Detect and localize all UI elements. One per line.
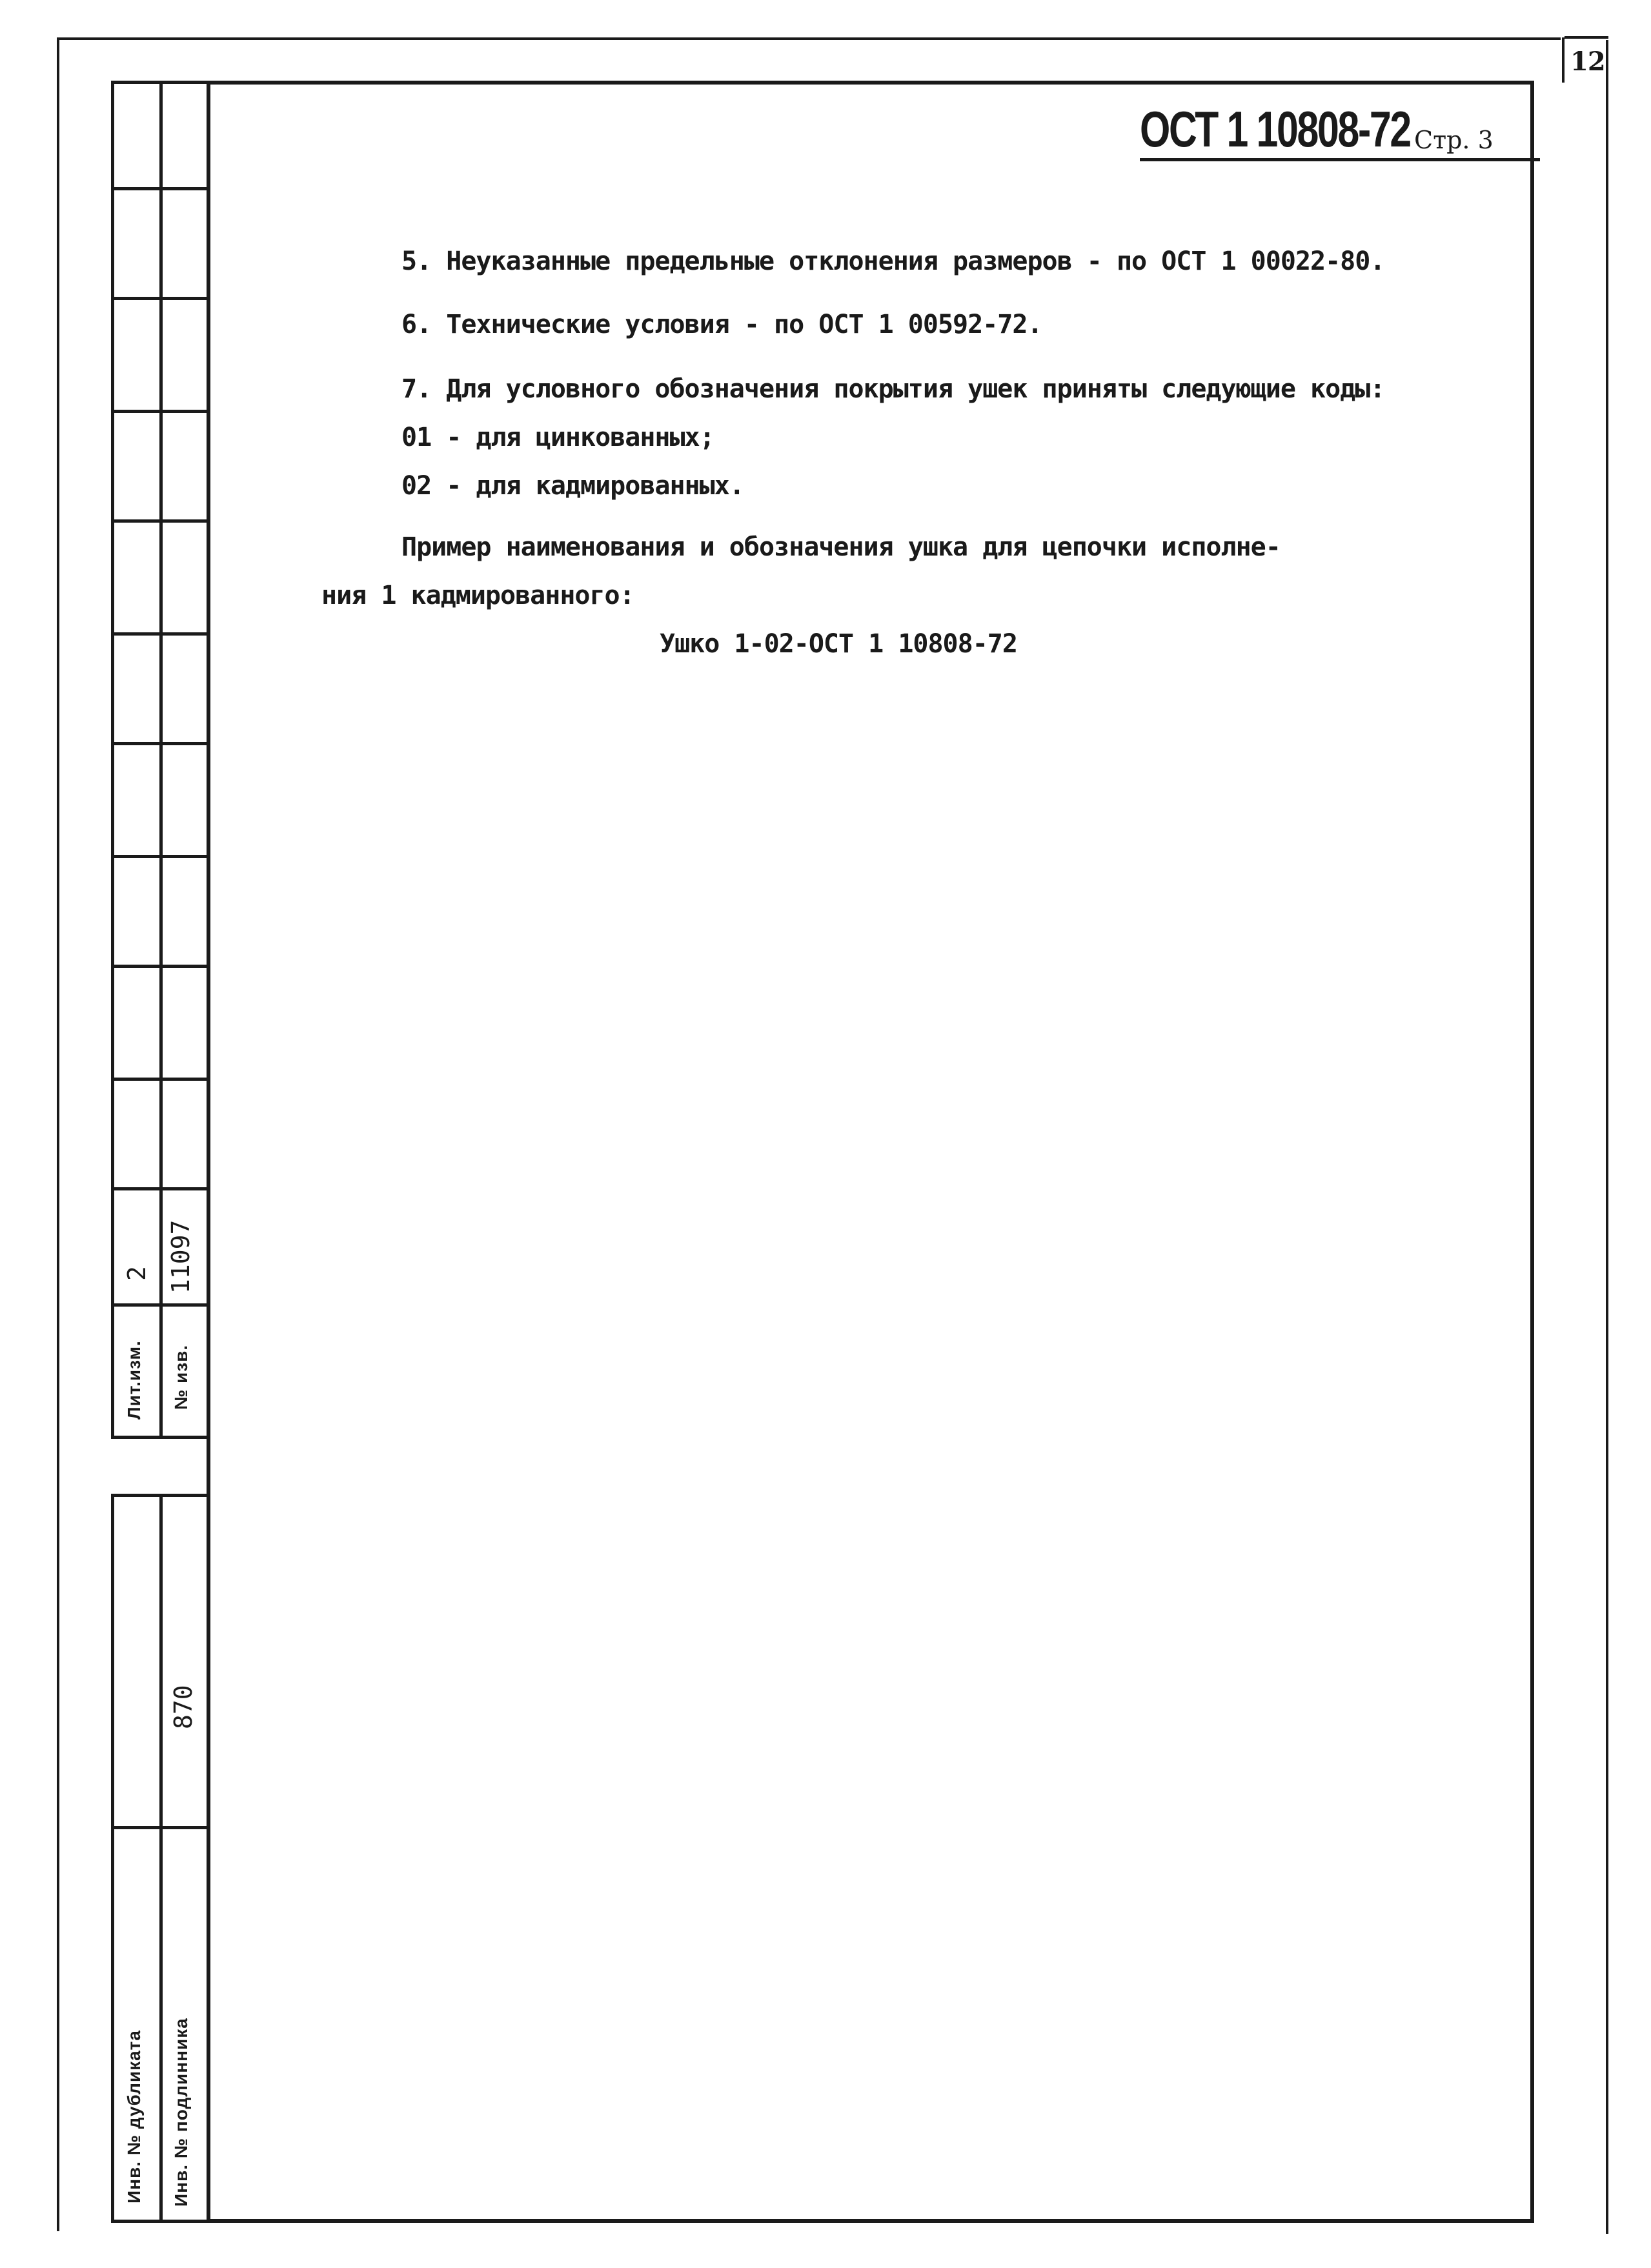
- stamp-row-line: [111, 519, 210, 523]
- page-edge-left: [57, 37, 59, 2231]
- stamp-lower-row-line: [111, 1826, 210, 1829]
- item-6: 6. Технические условия - по ОСТ 1 00592-72.: [401, 310, 1042, 339]
- code-02: 02 - для кадмированных.: [401, 471, 744, 501]
- doc-page-label: Стр. 3: [1414, 126, 1494, 154]
- stamp-lit-izm-label: Лит.изм.: [124, 1340, 144, 1420]
- stamp-row-line: [111, 1078, 210, 1081]
- stamp-row-line: [111, 1187, 210, 1190]
- stamp-row-line: [111, 297, 210, 300]
- item-7: 7. Для условного обозначения покрытия ушек приняты следующие коды:: [401, 374, 1385, 404]
- doc-header: [1140, 100, 1540, 161]
- stamp-no-izv-label: № изв.: [171, 1344, 191, 1410]
- stamp-row-line: [111, 742, 210, 745]
- item-5: 5. Неуказанные предельные отклонения размеров - по ОСТ 1 00022-80.: [401, 246, 1385, 276]
- stamp-inv-podl-label: Инв. № подлинника: [171, 2018, 191, 2207]
- sheet-number-box-line: [1562, 37, 1565, 83]
- stamp-lit-izm-value: 2: [123, 1266, 151, 1281]
- stamp-inv-dubl-label: Инв. № дубликата: [124, 2030, 144, 2203]
- sheet-number: 12: [1570, 46, 1605, 77]
- stamp-row-line: [111, 965, 210, 968]
- example-line-1: [401, 532, 1281, 562]
- stamp-row-line: [111, 410, 210, 413]
- page-edge-top: [57, 37, 1561, 40]
- example-text: Пример наименования и обозначения ушка для цепочки исполне-: [401, 532, 1281, 562]
- stamp-lower-divider: [159, 1494, 163, 2223]
- stamp-no-izv-value: 11097: [167, 1219, 195, 1294]
- example-line-2: ния 1 кадмированного:: [321, 581, 634, 610]
- doc-code: ОСТ 1 10808-72: [1140, 101, 1410, 157]
- example-designation: Ушко 1-02-ОСТ 1 10808-72: [660, 629, 1017, 659]
- stamp-row-line: [111, 1303, 210, 1307]
- page-edge-right: [1606, 40, 1608, 2234]
- stamp-row-line: [111, 187, 210, 190]
- stamp-row-line: [111, 632, 210, 636]
- sheet-number-box-top: [1565, 36, 1608, 39]
- code-01: 01 - для цинкованных;: [401, 423, 714, 452]
- stamp-upper-divider: [159, 81, 163, 1439]
- stamp-inv-podl-value: 870: [169, 1685, 198, 1729]
- stamp-row-line: [111, 855, 210, 858]
